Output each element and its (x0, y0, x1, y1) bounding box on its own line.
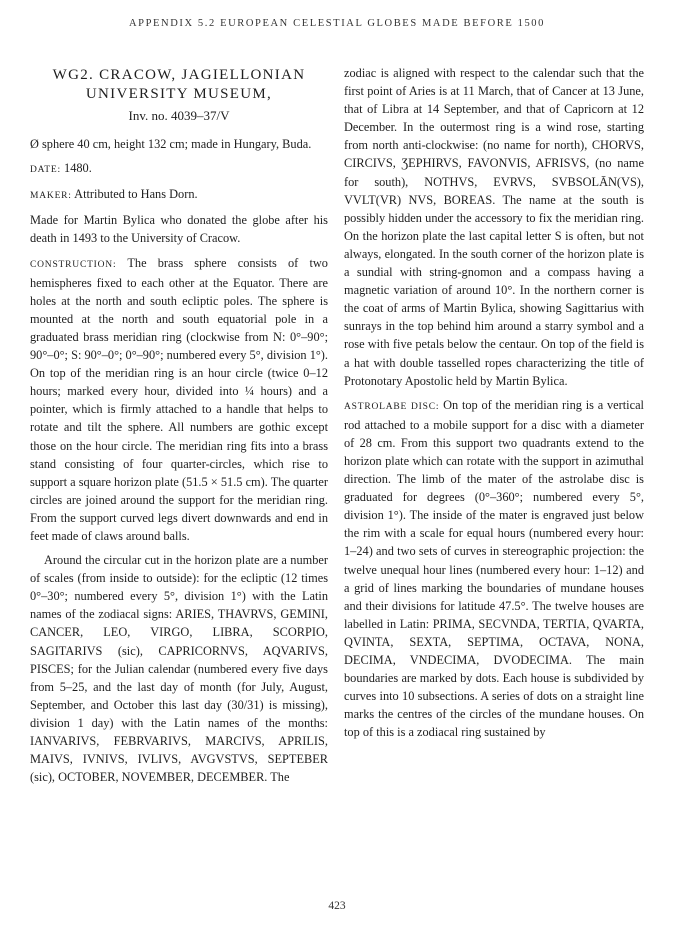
page-number: 423 (328, 900, 346, 912)
construction-label: CONSTRUCTION: (30, 259, 117, 270)
astrolabe-label: ASTROLABE DISC: (344, 401, 440, 412)
inventory-number: Inv. no. 4039–37/V (128, 108, 230, 123)
construction-text: The brass sphere consists of two hemispheres fixed to each other at the Equator. There are holes at the north and south ecliptic poles. The sphere is mounted at the north and south equatorial pole in a graduated brass meridian ring (clockwise from N: 0°–90°; 90°–0°; S: 90°–0°; 0°–90°; numbered every 5°, division 1°). On top of the meridian ring is an hour circle (twice 0–12 hours; marked every hour, divided into ¼ hours) and a pointer, which is firmly attached to a handle that helps to rotate and tilt the sphere. All numbers are gothic except those on the hour circle. The meridian ring fits into a brass stand consisting of four quarter-circles, which rise to support a square horizon plate (51.5 × 51.5 cm). The quarter circles are joined around the support for the meridian ring. From the support curved legs divert downwards and end in feet made of claws around balls. (30, 255, 328, 543)
astrolabe-text: On top of the meridian ring is a vertical rod attached to a mobile support for a disc with a diameter of 28 cm. From this support two quadrants extend to the horizon plate which can rotate with the support in azimuthal direction. The limb of the mater of the astrolabe disc is graduated for degrees (0°–360°; numbered every 5°, division 1°). The inside of the mater is engraved just below the rim with a scale for equal hours (numbered every hour: 1–24) and two sets of curves in stereographic projection: the twelve unequal hour lines (numbered every hour: 1–12) and a grid of lines marking the boundaries of mundane houses and their divisions for latitude 47.5°. The twelve houses are labelled in Latin: PRIMA, SECVNDA, TERTIA, QVARTA, QVINTA, SEXTA, SEPTIMA, OCTAVA, NONA, DECIMA, VNDECIMA, DVODECIMA. The main boundaries are marked by dots. Each house is subdivided by curves into 10 subsections. A series of dots on a straight line marks the centres of the circles of the mundane houses. On top of this is a zodiacal ring sustained by (344, 397, 644, 740)
entry-title: WG2. CRACOW, JAGIELLONIAN UNIVERSITY MUSEUM, (52, 67, 306, 102)
right-column (344, 64, 644, 747)
dimensions-paragraph: Ø sphere 40 cm, height 132 cm; made in Hungary, Buda. (30, 137, 312, 152)
horizon-paragraph: Around the circular cut in the horizon plate are a number of scales (from inside to outside): for the ecliptic (12 times 0°–30°; numbered every 5°, division 1°) with the Latin names of the zodiacal signs: ARIES, THAVRVS, GEMINI, CANCER, LEO, VIRGO, LIBRA, SCORPIO, SAGITARIVS (sic), CAPRICORNVS, AQVARIVS, PISCES; for the Julian calendar (numbered every five days from 5–25, and the last day of month (for July, August, September, and October this last day (30/31) is missing), division 1 day) with the Latin names of the months: IANVARIVS, FEBRVARIVS, MARCIVS, APRILIS, MAIVS, IVNIVS, IVLIVS, AVGVSTVS, SEPTEBER (sic), OCTOBER, NOVEMBER, DECEMBER. The (30, 553, 328, 785)
left-column (30, 66, 328, 792)
date-paragraph (30, 159, 328, 179)
maker-value: Attributed to Hans Dorn. (74, 187, 198, 202)
maker-label: MAKER: (30, 191, 72, 202)
provenance-paragraph: Made for Martin Bylica who donated the globe after his death in 1493 to the University of Cracow. (30, 213, 328, 246)
maker-paragraph (30, 185, 328, 205)
running-head: APPENDIX 5.2 EUROPEAN CELESTIAL GLOBES MADE BEFORE 1500 (128, 18, 546, 29)
construction-paragraph (30, 254, 328, 546)
zodiac-paragraph: zodiac is aligned with respect to the calendar such that the first point of Aries is at 11 March, that of Cancer at 13 June, that of Libra at 14 September, and that of Capricorn at 12 December. In the outermost ring is a wind rose, starting from north anti-clockwise: (no name for north), CHORVS, CIRCIVS, ƷEPHIRVS, FAVONVIS, AFRISVS, (no name for south), NOTHVS, EVRVS, SVBSOLĀN(VS), VVLT(VR) NVS, BOREAS. The name at the south is possibly hidden under the accessory to fix the meridian ring. On the horizon plate the last capital letter S is often, but not always, elongated. In the south corner of the horizon plate is a sundial with string-gnomon and a compass having a magnetic variation of around 10°. In the northern corner is the coat of arms of Martin Bylica, showing Sagittarius with sunrays in the top behind him around a starry symbol and a rose with five petals below the centaur. On top of the field is a hat with double tasselled ropes characterizing the title of Protonotary Apostolic held by Martin Bylica. (344, 66, 644, 388)
date-value: 1480. (64, 161, 92, 176)
date-label: DATE: (30, 165, 61, 176)
astrolabe-paragraph (344, 396, 644, 742)
